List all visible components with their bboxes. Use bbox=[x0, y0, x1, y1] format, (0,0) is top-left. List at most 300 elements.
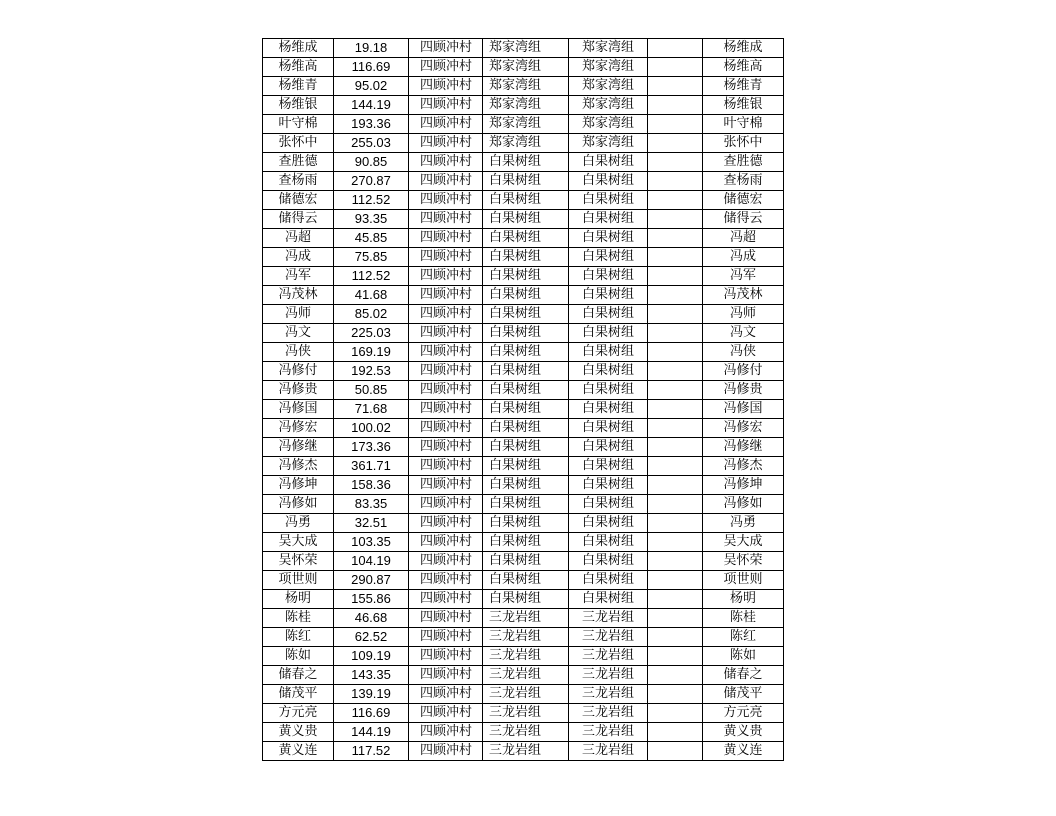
data-table bbox=[262, 38, 784, 761]
village-cell: 四顾冲村 bbox=[409, 400, 483, 419]
area-cell: 144.19 bbox=[334, 96, 409, 115]
group-repeat-cell: 白果树组 bbox=[569, 305, 648, 324]
village-cell: 四顾冲村 bbox=[409, 286, 483, 305]
village-cell: 四顾冲村 bbox=[409, 172, 483, 191]
table-row bbox=[263, 590, 784, 609]
area-cell: 45.85 bbox=[334, 229, 409, 248]
area-cell: 103.35 bbox=[334, 533, 409, 552]
group-cell: 郑家湾组 bbox=[483, 58, 569, 77]
name-repeat-cell: 储茂平 bbox=[703, 685, 784, 704]
table-row bbox=[263, 286, 784, 305]
table-row bbox=[263, 400, 784, 419]
table-row bbox=[263, 552, 784, 571]
area-cell: 95.02 bbox=[334, 77, 409, 96]
blank-cell bbox=[648, 39, 703, 58]
area-cell: 255.03 bbox=[334, 134, 409, 153]
name-cell: 叶守棉 bbox=[263, 115, 334, 134]
table-row bbox=[263, 39, 784, 58]
area-cell: 32.51 bbox=[334, 514, 409, 533]
blank-cell bbox=[648, 723, 703, 742]
area-cell: 155.86 bbox=[334, 590, 409, 609]
blank-cell bbox=[648, 438, 703, 457]
group-repeat-cell: 白果树组 bbox=[569, 571, 648, 590]
area-cell: 193.36 bbox=[334, 115, 409, 134]
name-cell: 冯勇 bbox=[263, 514, 334, 533]
name-repeat-cell: 叶守棉 bbox=[703, 115, 784, 134]
name-repeat-cell: 冯修继 bbox=[703, 438, 784, 457]
name-cell: 杨维青 bbox=[263, 77, 334, 96]
name-repeat-cell: 杨维青 bbox=[703, 77, 784, 96]
group-cell: 郑家湾组 bbox=[483, 134, 569, 153]
name-repeat-cell: 冯修付 bbox=[703, 362, 784, 381]
table-row bbox=[263, 514, 784, 533]
blank-cell bbox=[648, 58, 703, 77]
village-cell: 四顾冲村 bbox=[409, 533, 483, 552]
blank-cell bbox=[648, 666, 703, 685]
group-repeat-cell: 白果树组 bbox=[569, 153, 648, 172]
name-repeat-cell: 陈桂 bbox=[703, 609, 784, 628]
area-cell: 117.52 bbox=[334, 742, 409, 761]
area-cell: 143.35 bbox=[334, 666, 409, 685]
group-cell: 白果树组 bbox=[483, 343, 569, 362]
group-cell: 郑家湾组 bbox=[483, 96, 569, 115]
group-cell: 三龙岩组 bbox=[483, 742, 569, 761]
village-cell: 四顾冲村 bbox=[409, 210, 483, 229]
name-cell: 储春之 bbox=[263, 666, 334, 685]
group-cell: 三龙岩组 bbox=[483, 704, 569, 723]
group-repeat-cell: 白果树组 bbox=[569, 552, 648, 571]
group-repeat-cell: 郑家湾组 bbox=[569, 115, 648, 134]
area-cell: 100.02 bbox=[334, 419, 409, 438]
area-cell: 270.87 bbox=[334, 172, 409, 191]
blank-cell bbox=[648, 628, 703, 647]
table-row bbox=[263, 58, 784, 77]
area-cell: 112.52 bbox=[334, 191, 409, 210]
village-cell: 四顾冲村 bbox=[409, 267, 483, 286]
table-row bbox=[263, 419, 784, 438]
area-cell: 93.35 bbox=[334, 210, 409, 229]
name-repeat-cell: 冯修宏 bbox=[703, 419, 784, 438]
name-cell: 冯茂林 bbox=[263, 286, 334, 305]
name-cell: 冯修付 bbox=[263, 362, 334, 381]
group-cell: 郑家湾组 bbox=[483, 39, 569, 58]
village-cell: 四顾冲村 bbox=[409, 628, 483, 647]
name-cell: 冯修继 bbox=[263, 438, 334, 457]
name-cell: 杨维成 bbox=[263, 39, 334, 58]
village-cell: 四顾冲村 bbox=[409, 666, 483, 685]
table-row bbox=[263, 609, 784, 628]
blank-cell bbox=[648, 704, 703, 723]
village-cell: 四顾冲村 bbox=[409, 685, 483, 704]
group-cell: 三龙岩组 bbox=[483, 609, 569, 628]
group-repeat-cell: 白果树组 bbox=[569, 286, 648, 305]
blank-cell bbox=[648, 381, 703, 400]
name-repeat-cell: 吴大成 bbox=[703, 533, 784, 552]
area-cell: 225.03 bbox=[334, 324, 409, 343]
blank-cell bbox=[648, 495, 703, 514]
village-cell: 四顾冲村 bbox=[409, 39, 483, 58]
table-row bbox=[263, 666, 784, 685]
area-cell: 62.52 bbox=[334, 628, 409, 647]
blank-cell bbox=[648, 419, 703, 438]
blank-cell bbox=[648, 172, 703, 191]
table-row bbox=[263, 362, 784, 381]
name-cell: 冯修贵 bbox=[263, 381, 334, 400]
group-repeat-cell: 三龙岩组 bbox=[569, 742, 648, 761]
name-repeat-cell: 储德宏 bbox=[703, 191, 784, 210]
village-cell: 四顾冲村 bbox=[409, 229, 483, 248]
group-repeat-cell: 白果树组 bbox=[569, 533, 648, 552]
group-repeat-cell: 郑家湾组 bbox=[569, 39, 648, 58]
group-repeat-cell: 三龙岩组 bbox=[569, 723, 648, 742]
name-repeat-cell: 冯军 bbox=[703, 267, 784, 286]
table-row bbox=[263, 210, 784, 229]
table-body bbox=[263, 39, 784, 761]
name-cell: 查胜德 bbox=[263, 153, 334, 172]
table-row bbox=[263, 134, 784, 153]
village-cell: 四顾冲村 bbox=[409, 58, 483, 77]
group-repeat-cell: 白果树组 bbox=[569, 229, 648, 248]
blank-cell bbox=[648, 191, 703, 210]
group-cell: 白果树组 bbox=[483, 229, 569, 248]
group-cell: 郑家湾组 bbox=[483, 77, 569, 96]
table-row bbox=[263, 77, 784, 96]
group-repeat-cell: 三龙岩组 bbox=[569, 609, 648, 628]
table-row bbox=[263, 628, 784, 647]
name-repeat-cell: 储春之 bbox=[703, 666, 784, 685]
name-repeat-cell: 杨维银 bbox=[703, 96, 784, 115]
blank-cell bbox=[648, 476, 703, 495]
blank-cell bbox=[648, 533, 703, 552]
name-cell: 吴怀荣 bbox=[263, 552, 334, 571]
group-cell: 白果树组 bbox=[483, 286, 569, 305]
name-repeat-cell: 冯修坤 bbox=[703, 476, 784, 495]
table-row bbox=[263, 533, 784, 552]
name-repeat-cell: 冯修杰 bbox=[703, 457, 784, 476]
group-repeat-cell: 白果树组 bbox=[569, 248, 648, 267]
table-row bbox=[263, 495, 784, 514]
area-cell: 169.19 bbox=[334, 343, 409, 362]
blank-cell bbox=[648, 134, 703, 153]
table-row bbox=[263, 381, 784, 400]
table-row bbox=[263, 343, 784, 362]
area-cell: 90.85 bbox=[334, 153, 409, 172]
blank-cell bbox=[648, 77, 703, 96]
blank-cell bbox=[648, 229, 703, 248]
group-repeat-cell: 白果树组 bbox=[569, 457, 648, 476]
blank-cell bbox=[648, 457, 703, 476]
name-repeat-cell: 查胜德 bbox=[703, 153, 784, 172]
name-cell: 张怀中 bbox=[263, 134, 334, 153]
village-cell: 四顾冲村 bbox=[409, 96, 483, 115]
table-row bbox=[263, 438, 784, 457]
village-cell: 四顾冲村 bbox=[409, 704, 483, 723]
group-repeat-cell: 郑家湾组 bbox=[569, 58, 648, 77]
village-cell: 四顾冲村 bbox=[409, 419, 483, 438]
area-cell: 19.18 bbox=[334, 39, 409, 58]
group-repeat-cell: 三龙岩组 bbox=[569, 685, 648, 704]
table-row bbox=[263, 248, 784, 267]
name-repeat-cell: 项世则 bbox=[703, 571, 784, 590]
group-repeat-cell: 三龙岩组 bbox=[569, 647, 648, 666]
name-repeat-cell: 冯超 bbox=[703, 229, 784, 248]
village-cell: 四顾冲村 bbox=[409, 742, 483, 761]
name-cell: 吴大成 bbox=[263, 533, 334, 552]
area-cell: 71.68 bbox=[334, 400, 409, 419]
area-cell: 75.85 bbox=[334, 248, 409, 267]
group-cell: 白果树组 bbox=[483, 248, 569, 267]
name-cell: 冯修国 bbox=[263, 400, 334, 419]
name-repeat-cell: 黄义贵 bbox=[703, 723, 784, 742]
area-cell: 158.36 bbox=[334, 476, 409, 495]
name-cell: 项世则 bbox=[263, 571, 334, 590]
name-repeat-cell: 冯修贵 bbox=[703, 381, 784, 400]
table-row bbox=[263, 96, 784, 115]
group-repeat-cell: 白果树组 bbox=[569, 495, 648, 514]
village-cell: 四顾冲村 bbox=[409, 381, 483, 400]
name-cell: 杨明 bbox=[263, 590, 334, 609]
name-cell: 黄义连 bbox=[263, 742, 334, 761]
group-cell: 白果树组 bbox=[483, 590, 569, 609]
table-row bbox=[263, 115, 784, 134]
name-repeat-cell: 冯茂林 bbox=[703, 286, 784, 305]
name-repeat-cell: 冯成 bbox=[703, 248, 784, 267]
name-repeat-cell: 陈红 bbox=[703, 628, 784, 647]
name-cell: 冯成 bbox=[263, 248, 334, 267]
blank-cell bbox=[648, 647, 703, 666]
group-repeat-cell: 白果树组 bbox=[569, 343, 648, 362]
group-cell: 三龙岩组 bbox=[483, 666, 569, 685]
name-cell: 陈桂 bbox=[263, 609, 334, 628]
name-repeat-cell: 张怀中 bbox=[703, 134, 784, 153]
blank-cell bbox=[648, 305, 703, 324]
area-cell: 116.69 bbox=[334, 58, 409, 77]
area-cell: 290.87 bbox=[334, 571, 409, 590]
name-cell: 陈红 bbox=[263, 628, 334, 647]
table-row bbox=[263, 685, 784, 704]
table-row bbox=[263, 191, 784, 210]
blank-cell bbox=[648, 514, 703, 533]
village-cell: 四顾冲村 bbox=[409, 590, 483, 609]
group-repeat-cell: 白果树组 bbox=[569, 419, 648, 438]
group-cell: 白果树组 bbox=[483, 191, 569, 210]
group-cell: 白果树组 bbox=[483, 267, 569, 286]
name-repeat-cell: 冯勇 bbox=[703, 514, 784, 533]
table-row bbox=[263, 305, 784, 324]
name-repeat-cell: 冯修国 bbox=[703, 400, 784, 419]
village-cell: 四顾冲村 bbox=[409, 77, 483, 96]
table-row bbox=[263, 571, 784, 590]
table-row bbox=[263, 742, 784, 761]
group-repeat-cell: 郑家湾组 bbox=[569, 77, 648, 96]
group-cell: 白果树组 bbox=[483, 438, 569, 457]
group-repeat-cell: 白果树组 bbox=[569, 191, 648, 210]
table-row bbox=[263, 172, 784, 191]
area-cell: 144.19 bbox=[334, 723, 409, 742]
group-repeat-cell: 白果树组 bbox=[569, 172, 648, 191]
name-cell: 方元亮 bbox=[263, 704, 334, 723]
group-cell: 三龙岩组 bbox=[483, 647, 569, 666]
group-cell: 白果树组 bbox=[483, 324, 569, 343]
name-cell: 冯军 bbox=[263, 267, 334, 286]
table-row bbox=[263, 723, 784, 742]
group-repeat-cell: 白果树组 bbox=[569, 210, 648, 229]
village-cell: 四顾冲村 bbox=[409, 343, 483, 362]
group-cell: 白果树组 bbox=[483, 400, 569, 419]
name-repeat-cell: 杨维高 bbox=[703, 58, 784, 77]
group-repeat-cell: 三龙岩组 bbox=[569, 666, 648, 685]
area-cell: 139.19 bbox=[334, 685, 409, 704]
village-cell: 四顾冲村 bbox=[409, 457, 483, 476]
area-cell: 104.19 bbox=[334, 552, 409, 571]
name-repeat-cell: 查杨雨 bbox=[703, 172, 784, 191]
group-cell: 白果树组 bbox=[483, 305, 569, 324]
name-repeat-cell: 冯侠 bbox=[703, 343, 784, 362]
village-cell: 四顾冲村 bbox=[409, 305, 483, 324]
village-cell: 四顾冲村 bbox=[409, 438, 483, 457]
name-repeat-cell: 陈如 bbox=[703, 647, 784, 666]
blank-cell bbox=[648, 685, 703, 704]
village-cell: 四顾冲村 bbox=[409, 134, 483, 153]
village-cell: 四顾冲村 bbox=[409, 362, 483, 381]
group-repeat-cell: 郑家湾组 bbox=[569, 96, 648, 115]
group-cell: 白果树组 bbox=[483, 172, 569, 191]
name-cell: 冯超 bbox=[263, 229, 334, 248]
table-row bbox=[263, 267, 784, 286]
group-cell: 白果树组 bbox=[483, 419, 569, 438]
table-row bbox=[263, 153, 784, 172]
name-cell: 陈如 bbox=[263, 647, 334, 666]
name-cell: 冯修宏 bbox=[263, 419, 334, 438]
group-repeat-cell: 白果树组 bbox=[569, 381, 648, 400]
village-cell: 四顾冲村 bbox=[409, 495, 483, 514]
group-cell: 白果树组 bbox=[483, 362, 569, 381]
name-repeat-cell: 杨维成 bbox=[703, 39, 784, 58]
name-cell: 储茂平 bbox=[263, 685, 334, 704]
area-cell: 361.71 bbox=[334, 457, 409, 476]
group-repeat-cell: 白果树组 bbox=[569, 362, 648, 381]
blank-cell bbox=[648, 400, 703, 419]
name-cell: 冯修坤 bbox=[263, 476, 334, 495]
name-repeat-cell: 冯修如 bbox=[703, 495, 784, 514]
group-repeat-cell: 三龙岩组 bbox=[569, 704, 648, 723]
name-cell: 冯修杰 bbox=[263, 457, 334, 476]
village-cell: 四顾冲村 bbox=[409, 723, 483, 742]
name-repeat-cell: 杨明 bbox=[703, 590, 784, 609]
group-cell: 三龙岩组 bbox=[483, 628, 569, 647]
blank-cell bbox=[648, 362, 703, 381]
table-row bbox=[263, 324, 784, 343]
blank-cell bbox=[648, 210, 703, 229]
name-cell: 冯文 bbox=[263, 324, 334, 343]
village-cell: 四顾冲村 bbox=[409, 609, 483, 628]
blank-cell bbox=[648, 742, 703, 761]
village-cell: 四顾冲村 bbox=[409, 514, 483, 533]
table-row bbox=[263, 647, 784, 666]
village-cell: 四顾冲村 bbox=[409, 191, 483, 210]
blank-cell bbox=[648, 343, 703, 362]
group-cell: 白果树组 bbox=[483, 571, 569, 590]
name-repeat-cell: 方元亮 bbox=[703, 704, 784, 723]
name-cell: 冯侠 bbox=[263, 343, 334, 362]
name-repeat-cell: 冯师 bbox=[703, 305, 784, 324]
village-cell: 四顾冲村 bbox=[409, 552, 483, 571]
group-cell: 白果树组 bbox=[483, 476, 569, 495]
name-cell: 杨维银 bbox=[263, 96, 334, 115]
blank-cell bbox=[648, 286, 703, 305]
blank-cell bbox=[648, 248, 703, 267]
area-cell: 173.36 bbox=[334, 438, 409, 457]
group-cell: 三龙岩组 bbox=[483, 685, 569, 704]
group-cell: 三龙岩组 bbox=[483, 723, 569, 742]
village-cell: 四顾冲村 bbox=[409, 324, 483, 343]
area-cell: 83.35 bbox=[334, 495, 409, 514]
name-cell: 杨维高 bbox=[263, 58, 334, 77]
area-cell: 116.69 bbox=[334, 704, 409, 723]
area-cell: 112.52 bbox=[334, 267, 409, 286]
group-repeat-cell: 白果树组 bbox=[569, 438, 648, 457]
village-cell: 四顾冲村 bbox=[409, 153, 483, 172]
group-cell: 白果树组 bbox=[483, 514, 569, 533]
name-cell: 储德宏 bbox=[263, 191, 334, 210]
name-repeat-cell: 储得云 bbox=[703, 210, 784, 229]
blank-cell bbox=[648, 552, 703, 571]
group-cell: 白果树组 bbox=[483, 381, 569, 400]
group-cell: 白果树组 bbox=[483, 210, 569, 229]
table-row bbox=[263, 704, 784, 723]
area-cell: 50.85 bbox=[334, 381, 409, 400]
name-cell: 黄义贵 bbox=[263, 723, 334, 742]
group-cell: 白果树组 bbox=[483, 533, 569, 552]
name-cell: 冯师 bbox=[263, 305, 334, 324]
group-repeat-cell: 白果树组 bbox=[569, 400, 648, 419]
name-cell: 冯修如 bbox=[263, 495, 334, 514]
area-cell: 85.02 bbox=[334, 305, 409, 324]
group-cell: 郑家湾组 bbox=[483, 115, 569, 134]
village-cell: 四顾冲村 bbox=[409, 115, 483, 134]
table-row bbox=[263, 229, 784, 248]
blank-cell bbox=[648, 571, 703, 590]
group-cell: 白果树组 bbox=[483, 552, 569, 571]
name-cell: 查杨雨 bbox=[263, 172, 334, 191]
name-repeat-cell: 冯文 bbox=[703, 324, 784, 343]
blank-cell bbox=[648, 153, 703, 172]
name-repeat-cell: 黄义连 bbox=[703, 742, 784, 761]
area-cell: 41.68 bbox=[334, 286, 409, 305]
name-cell: 储得云 bbox=[263, 210, 334, 229]
village-cell: 四顾冲村 bbox=[409, 248, 483, 267]
table-row bbox=[263, 457, 784, 476]
group-repeat-cell: 白果树组 bbox=[569, 476, 648, 495]
group-cell: 白果树组 bbox=[483, 457, 569, 476]
village-cell: 四顾冲村 bbox=[409, 647, 483, 666]
blank-cell bbox=[648, 609, 703, 628]
village-cell: 四顾冲村 bbox=[409, 476, 483, 495]
name-repeat-cell: 吴怀荣 bbox=[703, 552, 784, 571]
table-row bbox=[263, 476, 784, 495]
blank-cell bbox=[648, 115, 703, 134]
village-cell: 四顾冲村 bbox=[409, 571, 483, 590]
group-repeat-cell: 白果树组 bbox=[569, 514, 648, 533]
group-repeat-cell: 白果树组 bbox=[569, 267, 648, 286]
area-cell: 109.19 bbox=[334, 647, 409, 666]
group-repeat-cell: 郑家湾组 bbox=[569, 134, 648, 153]
group-repeat-cell: 三龙岩组 bbox=[569, 628, 648, 647]
area-cell: 192.53 bbox=[334, 362, 409, 381]
group-repeat-cell: 白果树组 bbox=[569, 590, 648, 609]
blank-cell bbox=[648, 96, 703, 115]
group-cell: 白果树组 bbox=[483, 153, 569, 172]
